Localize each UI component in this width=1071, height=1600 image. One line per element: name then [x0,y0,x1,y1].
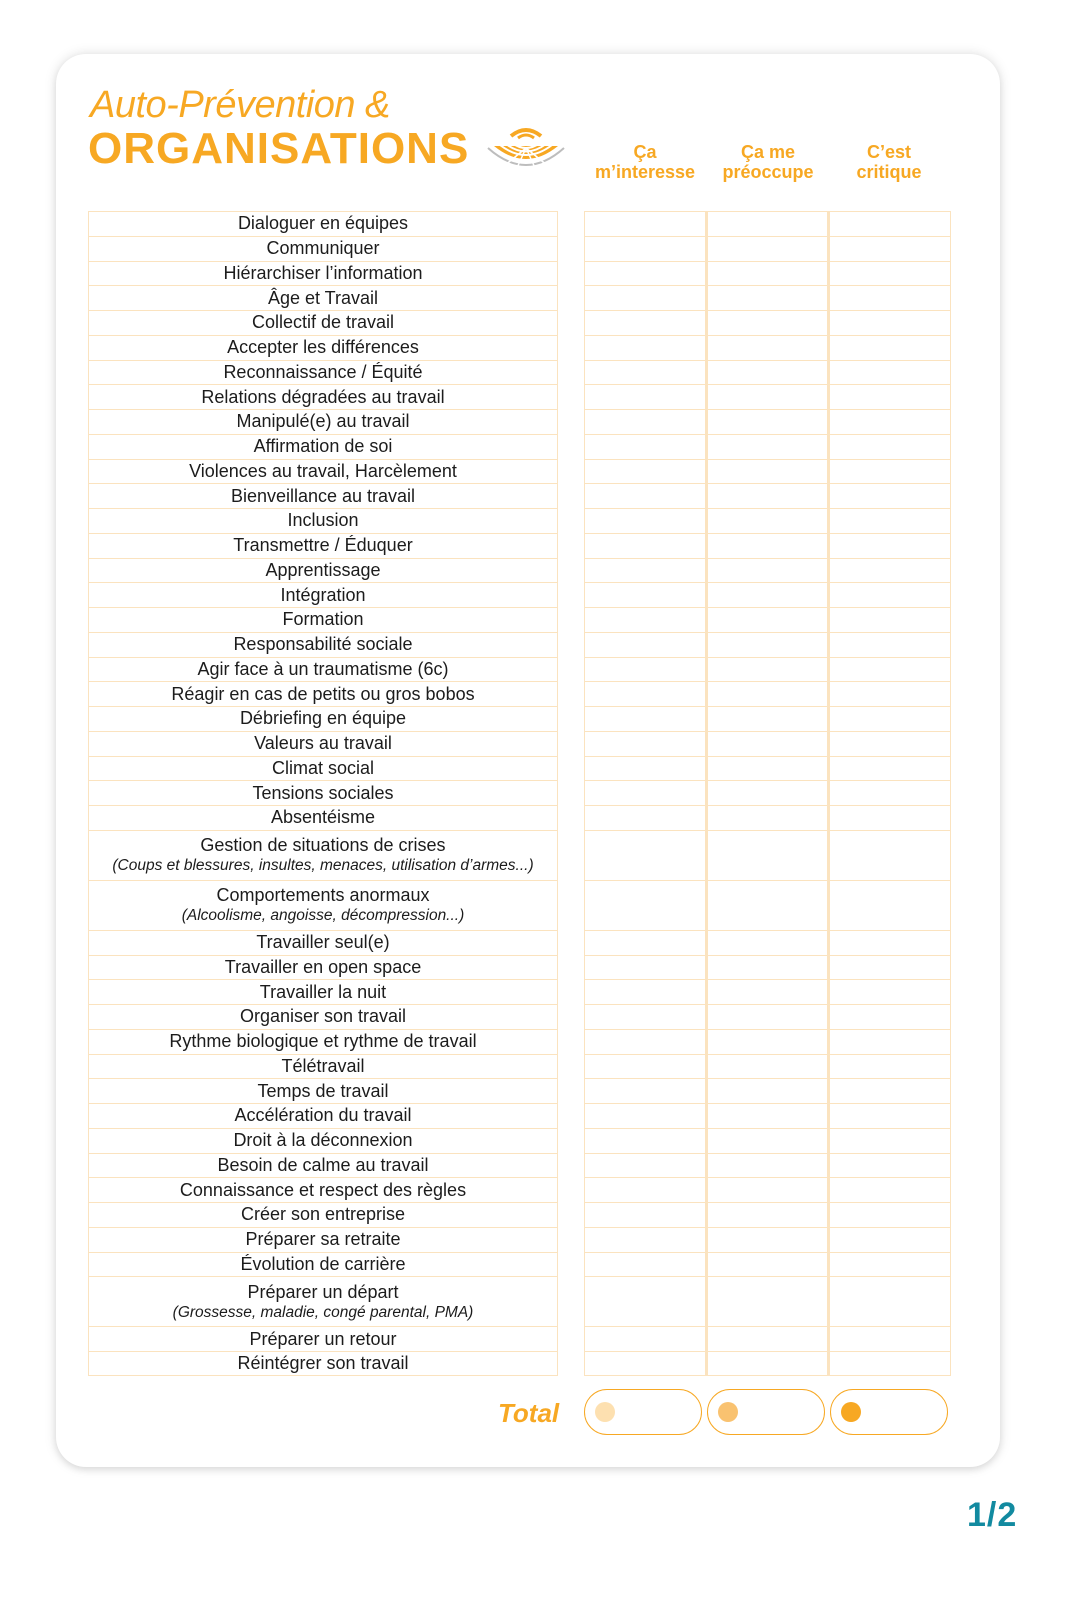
rating-cell-critical[interactable] [830,757,951,781]
topic-label: Besoin de calme au travail [217,1154,429,1175]
rating-cell-critical[interactable] [830,534,951,558]
topic-row [88,1153,558,1178]
topic-row [88,508,558,533]
rating-cell-interest[interactable] [585,881,708,930]
rating-cell-concern[interactable] [708,286,831,310]
rating-cell-interest[interactable] [585,410,708,434]
rating-cell-interest[interactable] [585,559,708,583]
rating-cell-critical[interactable] [830,806,951,830]
column-header-line: Ça [633,142,657,162]
topic-label: Affirmation de soi [253,436,393,457]
rating-cell-interest[interactable] [585,262,708,286]
rating-row [585,632,951,657]
topic-label: Connaissance et respect des règles [179,1179,467,1200]
column-header-concern [706,142,830,182]
rating-row [585,1252,951,1277]
rating-cell-concern[interactable] [708,1228,831,1252]
rating-cell-critical[interactable] [830,286,951,310]
rating-cell-interest[interactable] [585,682,708,706]
topic-row [88,582,558,607]
topic-row [88,1078,558,1103]
rating-cell-interest[interactable] [585,212,708,236]
topic-label: Organiser son travail [239,1006,407,1027]
rating-cell-critical[interactable] [830,1005,951,1029]
rating-cell-concern[interactable] [708,484,831,508]
rating-cell-critical[interactable] [830,583,951,607]
rating-cell-critical[interactable] [830,361,951,385]
rating-cell-critical[interactable] [830,311,951,335]
topic-detail: (Alcoolisme, angoisse, décompression...) [181,907,465,925]
rating-cell-interest[interactable] [585,361,708,385]
rating-row [585,1227,951,1252]
rating-cell-critical[interactable] [830,633,951,657]
rating-row [585,1128,951,1153]
topic-label: Dialoguer en équipes [237,213,409,234]
topic-label: Évolution de carrière [240,1253,406,1274]
topic-row [88,1004,558,1029]
rating-cell-critical[interactable] [830,682,951,706]
rating-row [585,558,951,583]
rating-row [585,780,951,805]
rating-cell-concern[interactable] [708,1055,831,1079]
rating-cell-critical[interactable] [830,732,951,756]
topic-label: Violences au travail, Harcèlement [189,460,457,481]
rating-row [585,1326,951,1351]
topic-label: Climat social [271,757,375,778]
topic-label: Responsabilité sociale [233,634,413,655]
rating-cell-critical[interactable] [830,781,951,805]
rating-cell-concern[interactable] [708,361,831,385]
rating-cell-interest[interactable] [585,237,708,261]
rating-grid [584,211,951,1376]
topic-row [88,1227,558,1252]
rating-cell-interest[interactable] [585,707,708,731]
rating-cell-interest[interactable] [585,1079,708,1103]
rating-cell-critical[interactable] [830,707,951,731]
total-field-concern[interactable] [707,1389,825,1435]
rating-cell-critical[interactable] [830,1154,951,1178]
rating-row [585,310,951,335]
rating-cell-concern[interactable] [708,608,831,632]
rating-cell-critical[interactable] [830,385,951,409]
rating-cell-critical[interactable] [830,980,951,1004]
rating-cell-concern[interactable] [708,1104,831,1128]
rating-cell-interest[interactable] [585,1327,708,1351]
rating-cell-concern[interactable] [708,732,831,756]
topic-label: Droit à la déconnexion [233,1130,413,1151]
rating-cell-concern[interactable] [708,336,831,360]
rating-cell-critical[interactable] [830,509,951,533]
rating-cell-interest[interactable] [585,931,708,955]
rating-cell-critical[interactable] [830,559,951,583]
rating-row [585,805,951,830]
topic-label: Comportements anormaux [216,885,430,906]
rating-row [585,236,951,261]
column-header-line: préoccupe [722,162,814,182]
rating-row [585,706,951,731]
topic-label: Rythme biologique et rythme de travail [169,1031,477,1052]
topic-row [88,310,558,335]
rating-cell-interest[interactable] [585,534,708,558]
rating-cell-concern[interactable] [708,509,831,533]
rating-cell-concern[interactable] [708,583,831,607]
total-field-critical[interactable] [830,1389,948,1435]
fan-logo-icon [486,126,566,174]
rating-cell-critical[interactable] [830,336,951,360]
rating-row [585,434,951,459]
rating-cell-critical[interactable] [830,460,951,484]
topic-label: Temps de travail [257,1080,389,1101]
rating-cell-concern[interactable] [708,931,831,955]
rating-cell-interest[interactable] [585,956,708,980]
rating-cell-concern[interactable] [708,410,831,434]
rating-row [585,459,951,484]
rating-cell-concern[interactable] [708,311,831,335]
topic-label: Valeurs au travail [254,733,392,754]
rating-row [585,1103,951,1128]
topic-row [88,236,558,261]
topic-row [88,1103,558,1128]
rating-row [585,1153,951,1178]
total-dot-icon [595,1402,615,1422]
rating-row [585,756,951,781]
rating-cell-critical[interactable] [830,1079,951,1103]
topic-row [88,1029,558,1054]
topic-row [88,632,558,657]
topic-label: Gestion de situations de crises [200,835,446,856]
topic-row [88,880,558,930]
rating-cell-concern[interactable] [708,633,831,657]
rating-cell-concern[interactable] [708,1005,831,1029]
topic-detail: (Grossesse, maladie, congé parental, PMA) [172,1303,474,1321]
rating-cell-interest[interactable] [585,1178,708,1202]
rating-cell-concern[interactable] [708,1277,831,1326]
topic-label: Réagir en cas de petits ou gros bobos [171,683,475,704]
column-header-line: C’est [866,142,911,162]
topic-row [88,706,558,731]
topic-label: Formation [282,609,364,630]
rating-cell-interest[interactable] [585,658,708,682]
topic-row [88,1128,558,1153]
rating-cell-concern[interactable] [708,262,831,286]
total-field-interest[interactable] [584,1389,702,1435]
total-dot-icon [718,1402,738,1422]
rating-cell-concern[interactable] [708,881,831,930]
rating-row [585,1351,951,1376]
rating-cell-critical[interactable] [830,1228,951,1252]
rating-cell-interest[interactable] [585,286,708,310]
rating-row [585,335,951,360]
rating-cell-concern[interactable] [708,956,831,980]
rating-cell-concern[interactable] [708,1352,831,1375]
topic-row [88,360,558,385]
rating-cell-critical[interactable] [830,484,951,508]
rating-cell-concern[interactable] [708,1178,831,1202]
topic-row [88,607,558,632]
rating-row [585,261,951,286]
rating-cell-interest[interactable] [585,1277,708,1326]
rating-row [585,830,951,880]
rating-cell-interest[interactable] [585,484,708,508]
rating-cell-concern[interactable] [708,831,831,880]
topic-row [88,409,558,434]
topic-row [88,1276,558,1326]
topic-row [88,1351,558,1376]
topic-detail: (Coups et blessures, insultes, menaces, utilisation d’armes...) [112,857,534,875]
topic-label: Préparer sa retraite [245,1229,401,1250]
rating-row [585,409,951,434]
topic-row [88,211,558,236]
rating-cell-concern[interactable] [708,385,831,409]
rating-cell-critical[interactable] [830,212,951,236]
column-header-line: critique [856,162,922,182]
rating-cell-critical[interactable] [830,262,951,286]
topic-row [88,1054,558,1079]
column-header-interest [583,142,707,182]
topic-row [88,483,558,508]
rating-row [585,657,951,682]
rating-cell-interest[interactable] [585,385,708,409]
rating-cell-concern[interactable] [708,559,831,583]
rating-cell-critical[interactable] [830,1327,951,1351]
topic-row [88,1202,558,1227]
rating-cell-critical[interactable] [830,1030,951,1054]
rating-cell-concern[interactable] [708,460,831,484]
rating-cell-concern[interactable] [708,1079,831,1103]
title-subtitle: Auto-Prévention & [90,84,390,126]
page-number: 1/2 [967,1496,1018,1534]
topic-label: Manipulé(e) au travail [236,411,410,432]
rating-cell-critical[interactable] [830,1129,951,1153]
topic-label: Intégration [280,584,366,605]
topic-label: Travailler en open space [224,956,422,977]
topic-label: Préparer un départ [247,1281,399,1302]
rating-row [585,930,951,955]
rating-cell-concern[interactable] [708,1253,831,1277]
topic-row [88,780,558,805]
rating-cell-critical[interactable] [830,435,951,459]
total-label: Total [498,1398,560,1428]
topic-row [88,434,558,459]
rating-cell-concern[interactable] [708,1154,831,1178]
rating-cell-interest[interactable] [585,732,708,756]
rating-cell-critical[interactable] [830,956,951,980]
topic-row [88,459,558,484]
topic-label: Réintégrer son travail [237,1352,409,1373]
rating-cell-interest[interactable] [585,1203,708,1227]
rating-row [585,1054,951,1079]
topic-label: Âge et Travail [267,287,379,308]
rating-cell-critical[interactable] [830,658,951,682]
rating-cell-critical[interactable] [830,608,951,632]
rating-row [585,508,951,533]
rating-cell-interest[interactable] [585,1104,708,1128]
rating-row [585,483,951,508]
topic-label: Bienveillance au travail [230,485,416,506]
topic-row [88,1177,558,1202]
topic-row [88,285,558,310]
topic-row [88,930,558,955]
rating-row [585,1078,951,1103]
rating-row [585,1276,951,1326]
rating-cell-interest[interactable] [585,831,708,880]
rating-cell-concern[interactable] [708,1327,831,1351]
rating-row [585,384,951,409]
rating-cell-interest[interactable] [585,1154,708,1178]
rating-cell-concern[interactable] [708,237,831,261]
rating-cell-interest[interactable] [585,460,708,484]
topic-label: Reconnaissance / Équité [223,361,423,382]
topic-row [88,1326,558,1351]
topic-label: Travailler la nuit [259,981,387,1002]
rating-cell-interest[interactable] [585,980,708,1004]
topic-row [88,756,558,781]
topic-label: Absentéisme [270,807,376,828]
rating-row [585,681,951,706]
rating-cell-critical[interactable] [830,831,951,880]
rating-cell-critical[interactable] [830,931,951,955]
rating-cell-critical[interactable] [830,1178,951,1202]
rating-cell-critical[interactable] [830,410,951,434]
topic-row [88,558,558,583]
topic-row [88,1252,558,1277]
rating-cell-concern[interactable] [708,1030,831,1054]
topic-label: Relations dégradées au travail [201,386,445,407]
page-title: ORGANISATIONS [88,124,470,173]
rating-cell-critical[interactable] [830,1277,951,1326]
rating-cell-concern[interactable] [708,1129,831,1153]
rating-row [585,1029,951,1054]
topic-label: Accélération du travail [234,1105,412,1126]
topic-row [88,830,558,880]
rating-cell-critical[interactable] [830,1104,951,1128]
total-dot-icon [841,1402,861,1422]
topic-row [88,657,558,682]
rating-row [585,955,951,980]
topic-row [88,384,558,409]
rating-cell-concern[interactable] [708,658,831,682]
topic-row [88,261,558,286]
topic-row [88,955,558,980]
rating-cell-interest[interactable] [585,509,708,533]
topic-row [88,681,558,706]
rating-cell-concern[interactable] [708,806,831,830]
rating-cell-concern[interactable] [708,757,831,781]
topic-label: Apprentissage [265,559,381,580]
topic-label: Préparer un retour [249,1328,397,1349]
rating-cell-concern[interactable] [708,534,831,558]
topic-label: Créer son entreprise [240,1204,406,1225]
topic-label: Hiérarchiser l’information [223,262,423,283]
topic-label: Collectif de travail [251,312,395,333]
column-header-critical [827,142,951,182]
rating-cell-interest[interactable] [585,633,708,657]
rating-row [585,1004,951,1029]
rating-cell-interest[interactable] [585,608,708,632]
rating-cell-interest[interactable] [585,435,708,459]
topic-label: Travailler seul(e) [256,932,390,953]
rating-cell-interest[interactable] [585,311,708,335]
topic-row [88,533,558,558]
rating-cell-concern[interactable] [708,435,831,459]
rating-cell-critical[interactable] [830,237,951,261]
rating-cell-interest[interactable] [585,583,708,607]
rating-cell-critical[interactable] [830,1253,951,1277]
rating-row [585,607,951,632]
rating-row [585,880,951,930]
column-header-line: Ça me [740,142,796,162]
rating-cell-interest[interactable] [585,1129,708,1153]
rating-cell-interest[interactable] [585,806,708,830]
rating-row [585,979,951,1004]
rating-cell-critical[interactable] [830,881,951,930]
topic-label: Accepter les différences [227,337,419,358]
rating-cell-interest[interactable] [585,781,708,805]
rating-row [585,533,951,558]
rating-row [585,731,951,756]
rating-cell-critical[interactable] [830,1203,951,1227]
rating-cell-interest[interactable] [585,1352,708,1375]
topic-label: Communiquer [266,238,380,259]
rating-row [585,211,951,236]
rating-row [585,1177,951,1202]
topic-label: Inclusion [287,510,359,531]
rating-cell-concern[interactable] [708,682,831,706]
topic-label: Agir face à un traumatisme (6c) [197,658,449,679]
rating-row [585,1202,951,1227]
rating-cell-interest[interactable] [585,1005,708,1029]
rating-cell-interest[interactable] [585,1030,708,1054]
topic-list [88,211,558,1376]
rating-cell-concern[interactable] [708,707,831,731]
rating-cell-interest[interactable] [585,336,708,360]
topic-label: Télétravail [281,1055,365,1076]
rating-cell-interest[interactable] [585,757,708,781]
rating-cell-critical[interactable] [830,1055,951,1079]
rating-cell-concern[interactable] [708,980,831,1004]
topic-row [88,805,558,830]
rating-row [585,285,951,310]
rating-row [585,582,951,607]
topic-row [88,979,558,1004]
rating-cell-concern[interactable] [708,212,831,236]
column-header-line: m’interesse [594,162,696,182]
rating-cell-concern[interactable] [708,781,831,805]
topic-label: Tensions sociales [252,782,394,803]
rating-cell-critical[interactable] [830,1352,951,1375]
rating-cell-interest[interactable] [585,1253,708,1277]
rating-cell-interest[interactable] [585,1228,708,1252]
rating-row [585,360,951,385]
topic-label: Transmettre / Éduquer [233,535,413,556]
topic-row [88,731,558,756]
topic-label: Débriefing en équipe [239,708,407,729]
topic-row [88,335,558,360]
rating-cell-interest[interactable] [585,1055,708,1079]
rating-cell-concern[interactable] [708,1203,831,1227]
